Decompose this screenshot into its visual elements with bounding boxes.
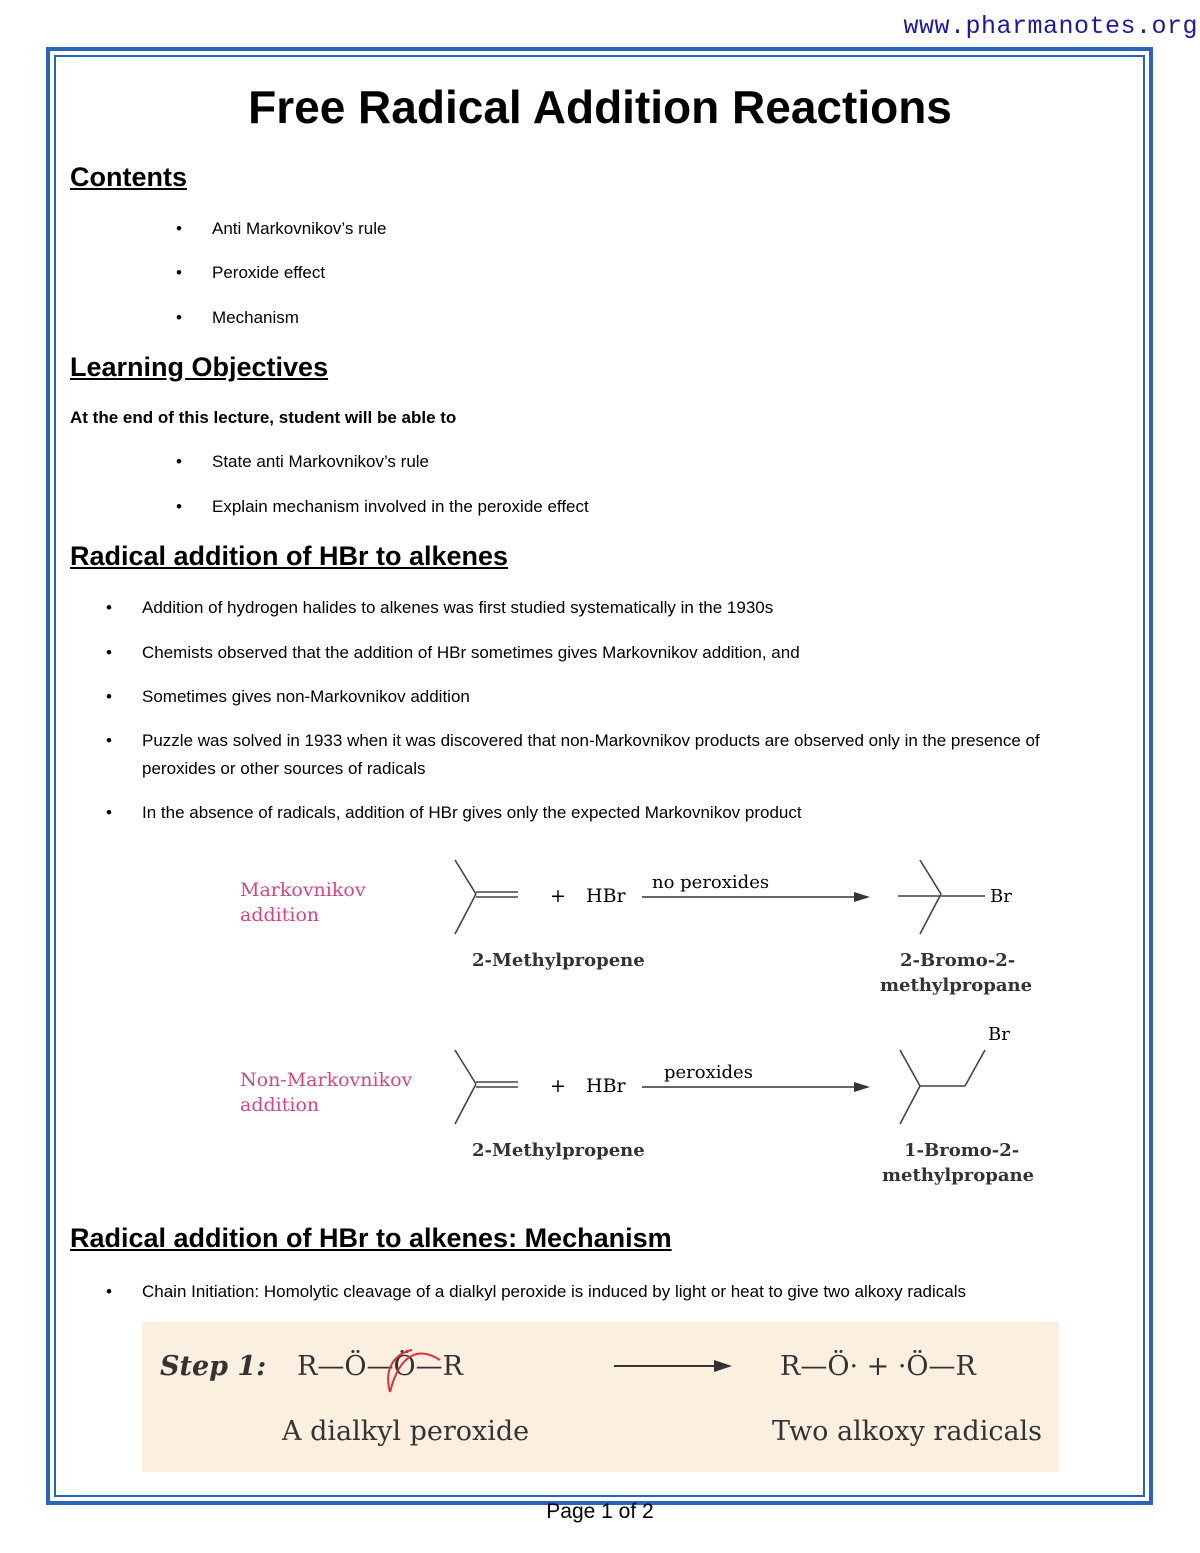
plus-sign: + — [550, 885, 566, 907]
markovnikov-reaction — [240, 860, 1032, 996]
page-number: Page 1 of 2 — [546, 1500, 654, 1523]
bromomethylpropane-structure — [898, 860, 985, 934]
reactant-name: 2-Methylpropene — [472, 1140, 645, 1161]
reactant-formula: R—Ö—Ö—R — [297, 1351, 463, 1382]
reagent-hbr: HBr — [586, 885, 626, 907]
product-name-line2: methylpropane — [880, 975, 1033, 996]
arrow-head — [854, 1082, 870, 1092]
arrow-head — [714, 1360, 732, 1372]
product-name: Two alkoxy radicals — [772, 1416, 1043, 1447]
list-item: • Chemists observed that the addition of HBr sometimes gives Markovnikov addition, and — [142, 639, 1112, 667]
product-formula: R—Ö· + ·Ö—R — [780, 1351, 976, 1382]
list-item: • Sometimes gives non-Markovnikov addition — [142, 683, 1112, 711]
methylpropene-structure — [455, 860, 518, 934]
product-name-line1: 2-Bromo-2- — [900, 950, 1016, 971]
list-item: • Chain Initiation: Homolytic cleavage of a dialkyl peroxide is induced by light or heat to give two alkoxy radicals — [142, 1278, 1112, 1306]
non-markovnikov-reaction — [240, 1024, 1034, 1186]
reactant-name: 2-Methylpropene — [472, 950, 645, 971]
list-item: • Mechanism — [212, 308, 1112, 328]
markovnikov-label-line1: Markovnikov — [240, 879, 366, 901]
list-item: • Addition of hydrogen halides to alkenes was first studied systematically in the 1930s — [142, 594, 1112, 622]
step-diagram — [142, 1322, 1059, 1472]
product-name-line1: 1-Bromo-2- — [904, 1140, 1020, 1161]
bromine-label: Br — [988, 1024, 1010, 1045]
product-name-line2: methylpropane — [882, 1165, 1035, 1186]
plus-sign: + — [550, 1075, 566, 1097]
objectives-intro: At the end of this lecture, student will be able to — [70, 408, 457, 427]
objectives-heading: Learning Objectives — [70, 352, 329, 382]
bromine-label: Br — [990, 886, 1012, 907]
list-item: • Peroxide effect — [212, 263, 1112, 283]
condition-label: no peroxides — [652, 872, 770, 893]
step-label: Step 1: — [160, 1351, 267, 1382]
list-item: • Puzzle was solved in 1933 when it was discovered that non-Markovnikov products are observed only in the presence of peroxides or other sources of radicals — [142, 727, 1112, 783]
contents-heading: Contents — [70, 162, 187, 192]
non-markovnikov-label-line1: Non-Markovnikov — [240, 1069, 413, 1091]
list-item: • Explain mechanism involved in the peroxide effect — [212, 497, 1112, 517]
mechanism-step-figure — [142, 1322, 1059, 1472]
markovnikov-label-line2: addition — [240, 904, 320, 926]
arrow-head — [854, 892, 870, 902]
document-title: Free Radical Addition Reactions — [248, 81, 952, 133]
reagent-hbr: HBr — [586, 1075, 626, 1097]
watermark-url[interactable]: www.pharmanotes.org — [903, 12, 1198, 41]
radical-addition-heading: Radical addition of HBr to alkenes — [70, 541, 509, 571]
mechanism-heading: Radical addition of HBr to alkenes: Mechanism — [70, 1223, 672, 1253]
bromomethylpropane-structure — [900, 1050, 985, 1124]
reactant-name: A dialkyl peroxide — [282, 1416, 530, 1447]
non-markovnikov-label-line2: addition — [240, 1094, 320, 1116]
list-item: • In the absence of radicals, addition of HBr gives only the expected Markovnikov product — [142, 799, 1112, 827]
list-item: • Anti Markovnikov’s rule — [212, 219, 1112, 239]
methylpropene-structure — [455, 1050, 518, 1124]
list-item: • State anti Markovnikov’s rule — [212, 452, 1112, 472]
condition-label: peroxides — [664, 1062, 753, 1083]
reaction-scheme — [240, 850, 1040, 1195]
